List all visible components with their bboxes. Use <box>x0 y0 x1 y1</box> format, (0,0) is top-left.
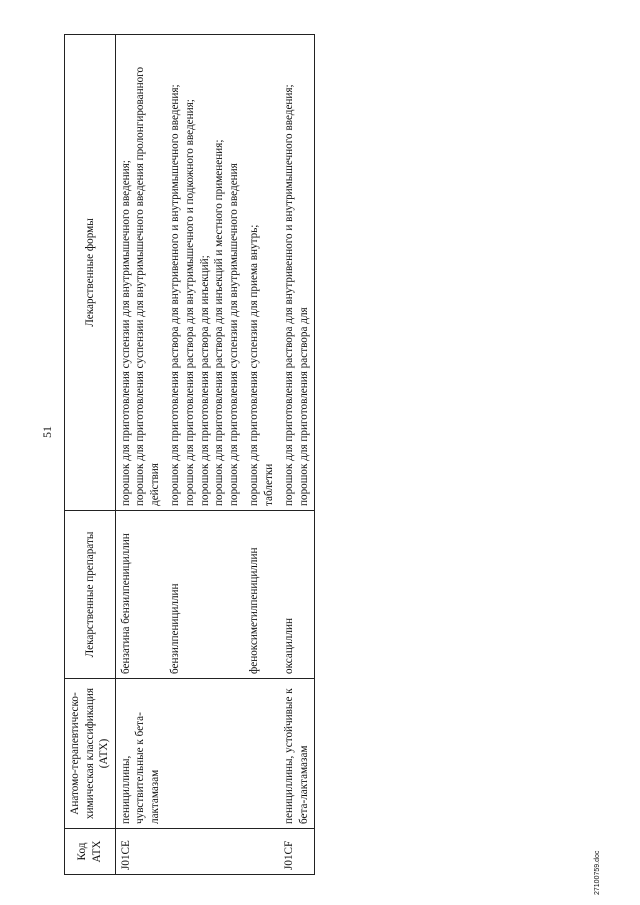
form-item: порошок для приготовления раствора для инъекций; <box>198 255 211 506</box>
form-item: порошок для приготовления раствора для внутримышечного и подкожного введения; <box>183 99 196 506</box>
cell-drug: бензатина бензилпенициллин <box>115 511 165 679</box>
cell-forms <box>244 35 279 511</box>
form-item: порошок для приготовления раствора для инъекций и местного применения; <box>213 139 226 506</box>
cell-forms <box>115 35 165 511</box>
header-forms: Лекарственные формы <box>65 35 116 511</box>
cell-classification <box>244 679 279 829</box>
cell-code: J01CF <box>279 829 315 875</box>
form-item: порошок для приготовления раствора для внутривенного и внутримышечного введения; <box>169 84 182 506</box>
cell-code <box>244 829 279 875</box>
cell-drug: феноксиметилпенициллин <box>244 511 279 679</box>
form-item: порошок для приготовления суспензии для внутримышечного введения пролонгированного действия <box>134 66 161 506</box>
table-row <box>244 35 279 875</box>
table-row <box>165 35 244 875</box>
form-item: таблетки <box>262 463 275 506</box>
cell-classification: пенициллины, устойчивые к бета-лактамазам <box>279 679 315 829</box>
header-code: Код АТХ <box>65 829 116 875</box>
table-row <box>115 35 165 875</box>
form-item: порошок для приготовления суспензии для приема внутрь; <box>248 224 261 506</box>
page-number: 51 <box>40 426 54 438</box>
form-item: порошок для приготовления раствора для <box>297 307 310 506</box>
cell-forms <box>165 35 244 511</box>
cell-drug: бензилпенициллин <box>165 511 244 679</box>
cell-drug: оксациллин <box>279 511 315 679</box>
header-drugs: Лекарственные препараты <box>65 511 116 679</box>
header-classification: Анатомо-терапевтическо-химическая классификация (АТХ) <box>65 679 116 829</box>
cell-classification <box>165 679 244 829</box>
rotated-table-container <box>64 35 604 875</box>
atx-table <box>64 34 315 875</box>
cell-forms <box>279 35 315 511</box>
form-item: порошок для приготовления суспензии для внутримышечного введения; <box>119 160 132 506</box>
cell-code: J01CE <box>115 829 165 875</box>
table-row <box>279 35 315 875</box>
table-header-row <box>65 35 116 875</box>
footer-filename: 27100759.doc <box>594 850 601 895</box>
cell-code <box>165 829 244 875</box>
form-item: порошок для приготовления раствора для внутривенного и внутримышечного введения; <box>283 84 296 506</box>
cell-classification: пенициллины, чувствительные к бета-лактамазам <box>115 679 165 829</box>
form-item: порошок для приготовления суспензии для внутримышечного введения <box>227 163 240 506</box>
